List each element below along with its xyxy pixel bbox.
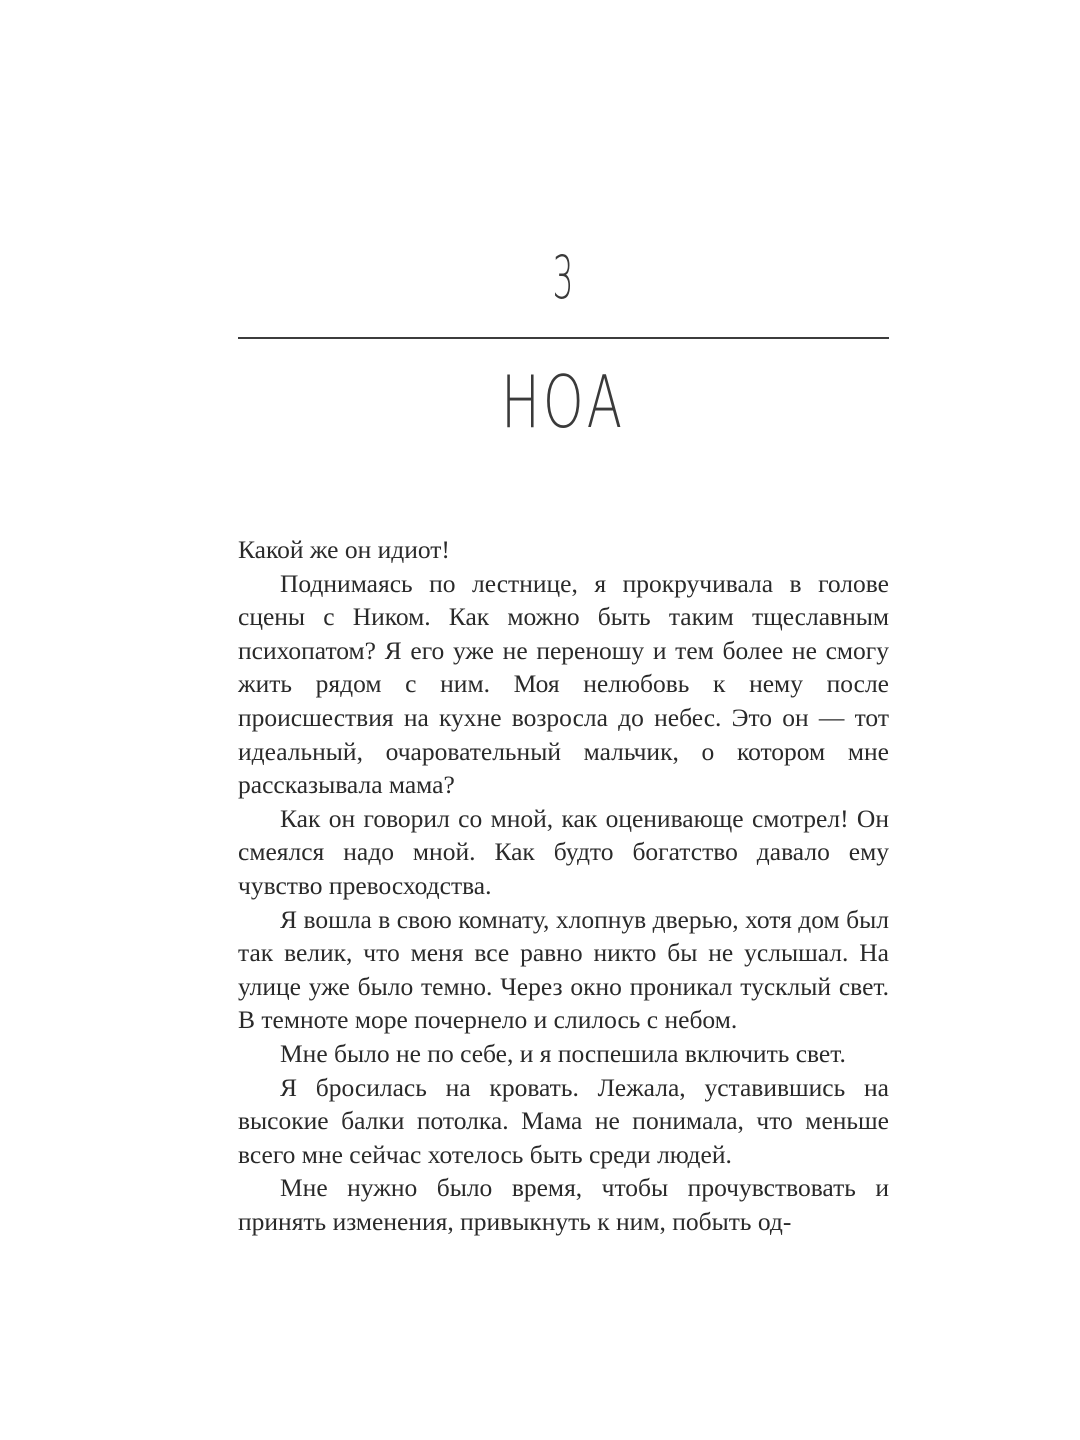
paragraph: Я бросилась на кровать. Лежала, уставившись на высокие балки потолка. Мама не понимала, что меньше всего мне сейчас хотелось быть среди людей. <box>238 1072 889 1169</box>
paragraph: Какой же он идиот! <box>238 535 450 564</box>
chapter-divider <box>238 337 889 339</box>
chapter-body <box>238 533 889 1238</box>
paragraph: Мне было не по себе, и я поспешила включить свет. <box>280 1038 846 1068</box>
chapter-number: 3 <box>552 243 574 313</box>
paragraph: Мне нужно было время, чтобы прочувствовать и принять изменения, привыкнуть к ним, побыть од- <box>238 1173 889 1236</box>
chapter-title: НОА <box>501 360 625 444</box>
paragraph: Поднимаясь по лестнице, я прокручивала в голове сцены с Ником. Как можно быть таким тщеславным психопатом? Я его уже не переношу и тем более не смогу жить рядом с ним. Моя нелюбовь к нему после происшествия на кухне возросла до небес. Это он — тот идеальный, очаровательный мальчик, о котором мне рассказывала мама? <box>238 568 889 800</box>
paragraph: Я вошла в свою комнату, хлопнув дверью, хотя дом был так велик, что меня все равно никто бы не услышал. На улице уже было темно. Через окно проникал тусклый свет. В темноте море почернело и слилось с небом. <box>238 904 889 1035</box>
paragraph: Как он говорил со мной, как оценивающе смотрел! Он смеялся надо мной. Как будто богатство давало ему чувство превосходства. <box>238 803 889 900</box>
